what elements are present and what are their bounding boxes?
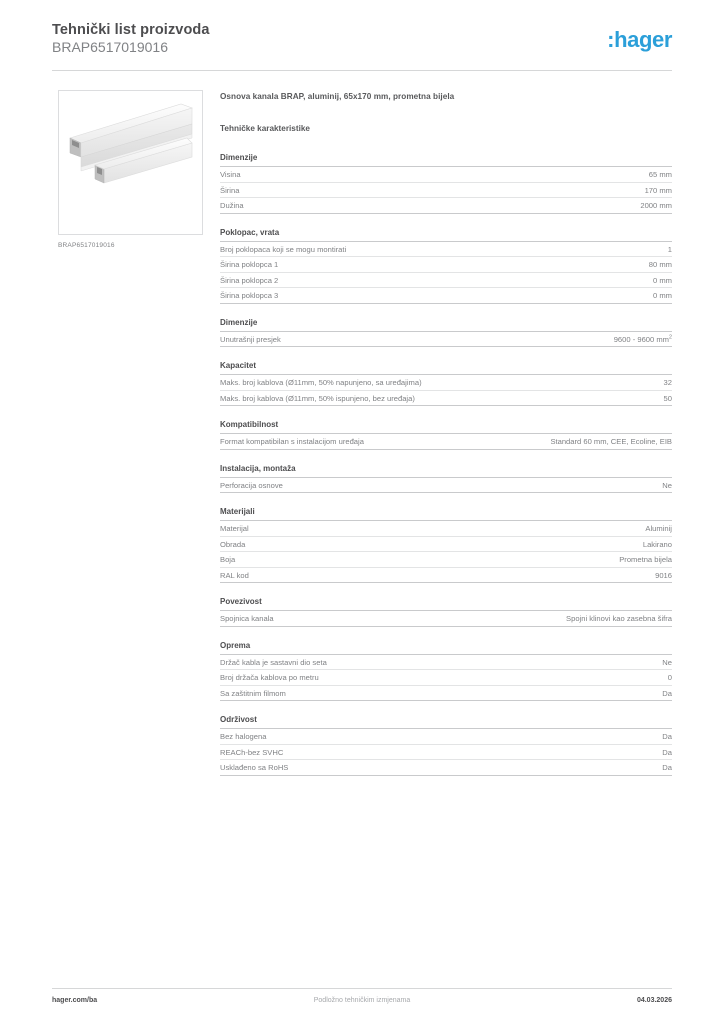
spec-label: Držač kabla je sastavni dio seta [220,657,327,667]
spec-label: Sa zaštitnim filmom [220,688,286,698]
hager-logo [607,28,672,52]
spec-value: 50 [663,393,672,403]
spec-group [220,507,672,583]
spec-row [220,521,672,537]
spec-row [220,434,672,450]
spec-label: Širina poklopca 1 [220,260,279,269]
spec-groups [220,153,672,776]
product-image-block [58,90,205,249]
spec-label: Dužina [220,201,244,210]
spec-group [220,153,672,214]
spec-label: Širina [220,185,240,195]
spec-label: Boja [220,555,236,564]
spec-row [220,537,672,553]
spec-value: Prometna bijela [619,555,672,564]
spec-row [220,568,672,584]
spec-label: Širina poklopca 3 [220,291,279,300]
spec-value: 0 mm [653,275,672,285]
spec-row [220,375,672,391]
page-header [52,22,672,68]
spec-value: 65 mm [648,170,672,179]
spec-row [220,391,672,407]
spec-group [220,641,672,702]
spec-value: 0 [667,673,672,682]
spec-group [220,715,672,776]
spec-row [220,670,672,686]
spec-row [220,729,672,745]
header-divider [52,70,672,71]
spec-label: RAL kod [220,570,249,580]
product-image-frame [58,90,203,235]
spec-row [220,257,672,273]
spec-group-heading: Dimenzije [220,318,672,332]
spec-label: Širina poklopca 2 [220,275,279,285]
spec-label: Maks. broj kablova (Ø11mm, 50% ispunjeno, bez uređaja) [220,393,415,403]
spec-group-heading: Povezivost [220,597,672,611]
spec-group [220,361,672,406]
spec-value: Ne [662,480,672,490]
spec-group-heading: Oprema [220,641,672,655]
technical-characteristics-title: Tehničke karakteristike [220,124,310,133]
spec-label: Usklađeno sa RoHS [220,763,289,772]
spec-value: 32 [663,378,672,387]
spec-value: 2000 mm [640,201,672,210]
spec-value: 80 mm [648,260,672,269]
spec-row [220,655,672,671]
spec-row [220,552,672,568]
spec-label: Broj poklopaca koji se mogu montirati [220,244,347,254]
spec-label: Maks. broj kablova (Ø11mm, 50% napunjeno, sa uređajima) [220,378,422,387]
spec-label: Materijal [220,524,249,533]
page-subtitle-product-code: BRAP6517019016 [52,39,168,55]
footer-divider [52,988,672,989]
spec-group [220,228,672,304]
spec-row [220,760,672,776]
spec-value-text: 9600 - 9600 mm [613,334,669,344]
spec-value: Aluminij [645,524,672,533]
spec-group [220,318,672,348]
spec-label: Broj držača kablova po metru [220,673,319,682]
spec-value: Da [662,688,672,698]
page-footer [52,997,672,1011]
spec-content [220,92,672,790]
page-title: Tehnički list proizvoda [52,22,210,38]
spec-row [220,478,672,494]
spec-row [220,198,672,214]
product-photo-icon [59,91,202,234]
spec-value: Ne [662,657,672,667]
spec-value: Da [662,747,672,757]
footer-website-link[interactable]: hager.com/ba [52,997,98,1004]
spec-label: Perforacija osnove [220,480,283,490]
spec-row [220,167,672,183]
spec-group-heading: Kapacitet [220,361,672,375]
footer-date: 04.03.2026 [636,997,672,1004]
spec-value: 170 mm [644,185,672,195]
spec-group [220,597,672,627]
spec-group [220,464,672,494]
spec-row [220,242,672,258]
spec-label: Bez halogena [220,732,267,741]
spec-group-heading: Poklopac, vrata [220,228,672,242]
spec-value: Da [662,763,672,772]
spec-value [602,335,672,344]
spec-row [220,686,672,702]
spec-value: Da [662,732,672,741]
spec-label: Obrada [220,539,246,549]
spec-row [220,183,672,199]
spec-label: Format kompatibilan s instalacijom uređaja [220,437,364,446]
product-description: Osnova kanala BRAP, aluminij, 65x170 mm, prometna bijela [220,92,455,101]
spec-value: Standard 60 mm, CEE, Ecoline, EIB [550,437,672,446]
spec-value-superscript: 2 [669,333,672,340]
spec-row [220,288,672,304]
logo-colon-icon: : [607,27,615,52]
spec-value: 9016 [655,570,672,580]
spec-label: Unutrašnji presjek [220,334,281,344]
logo-text: hager [614,27,672,52]
spec-group-heading: Instalacija, montaža [220,464,672,478]
spec-row [220,611,672,627]
spec-value: Spojni klinovi kao zasebna šifra [566,614,672,623]
spec-label: REACh-bez SVHC [220,747,284,757]
spec-row [220,273,672,289]
spec-value: 0 mm [653,291,672,300]
spec-group-heading: Dimenzije [220,153,672,167]
spec-row [220,745,672,761]
spec-value: 1 [667,244,672,254]
spec-group-heading: Održivost [220,715,672,729]
spec-group-heading: Materijali [220,507,672,521]
product-image-caption: BRAP6517019016 [58,242,115,249]
spec-value: Lakirano [642,539,672,549]
spec-group [220,420,672,450]
spec-group-heading: Kompatibilnost [220,420,672,434]
spec-label: Visina [220,170,241,179]
spec-label: Spojnica kanala [220,614,274,623]
spec-row [220,332,672,348]
footer-disclaimer: Podložno tehničkim izmjenama [313,997,411,1004]
